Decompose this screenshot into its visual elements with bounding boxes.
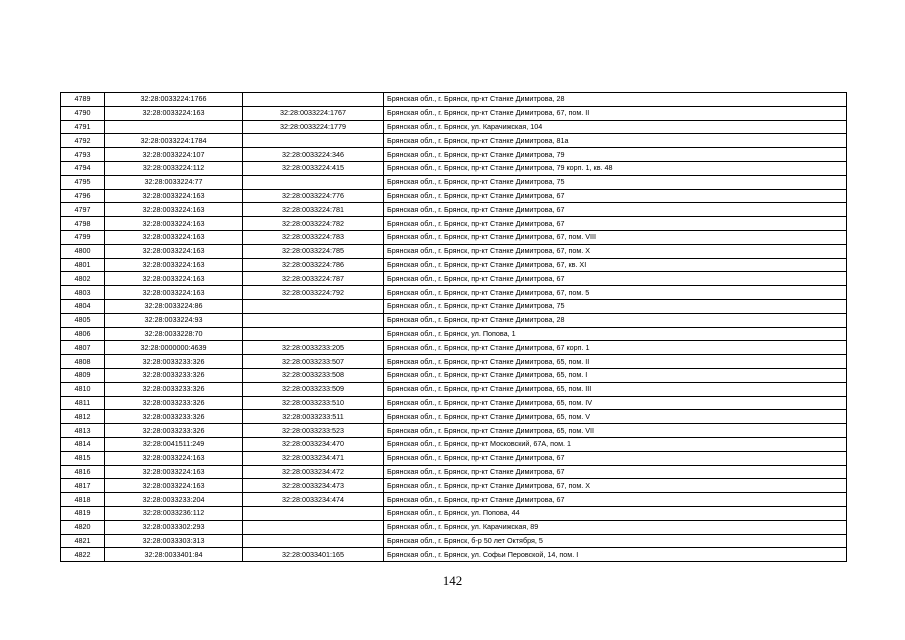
table-row (61, 479, 847, 493)
cadastral-number-cell: 32:28:0033224:86 (105, 299, 243, 313)
address-cell: Брянская обл., г. Брянск, ул. Карачижская, 89 (384, 520, 847, 534)
table-row (61, 465, 847, 479)
address-cell: Брянская обл., г. Брянск, пр-кт Станке Димитрова, 67 (384, 451, 847, 465)
cadastral-number-cell: 32:28:0033224:1784 (105, 134, 243, 148)
table-row (61, 410, 847, 424)
cadastral-number-cell: 32:28:0033224:163 (105, 106, 243, 120)
address-cell: Брянская обл., г. Брянск, ул. Карачижская, 104 (384, 120, 847, 134)
registry-table-body (61, 93, 847, 562)
cadastral-number-2-cell (243, 313, 384, 327)
cadastral-number-2-cell: 32:28:0033224:787 (243, 272, 384, 286)
cadastral-number-cell: 32:28:0033233:204 (105, 493, 243, 507)
cadastral-number-2-cell: 32:28:0033224:1779 (243, 120, 384, 134)
cadastral-number-cell: 32:28:0033224:163 (105, 244, 243, 258)
cadastral-number-2-cell: 32:28:0033233:507 (243, 355, 384, 369)
address-cell: Брянская обл., г. Брянск, пр-кт Станке Димитрова, 65, пом. VII (384, 424, 847, 438)
row-number-cell: 4808 (61, 355, 105, 369)
row-number-cell: 4803 (61, 286, 105, 300)
table-row (61, 493, 847, 507)
cadastral-number-cell (105, 120, 243, 134)
address-cell: Брянская обл., г. Брянск, пр-кт Станке Димитрова, 75 (384, 299, 847, 313)
cadastral-number-cell: 32:28:0033236:112 (105, 506, 243, 520)
address-cell: Брянская обл., г. Брянск, пр-кт Станке Димитрова, 67 (384, 493, 847, 507)
table-row (61, 175, 847, 189)
address-cell: Брянская обл., г. Брянск, пр-кт Станке Димитрова, 67, пом. X (384, 244, 847, 258)
table-row (61, 506, 847, 520)
table-row (61, 286, 847, 300)
cadastral-number-2-cell: 32:28:0033401:165 (243, 548, 384, 562)
cadastral-number-2-cell: 32:28:0033224:415 (243, 161, 384, 175)
cadastral-number-2-cell: 32:28:0033233:511 (243, 410, 384, 424)
address-cell: Брянская обл., г. Брянск, пр-кт Станке Димитрова, 65, пом. I (384, 368, 847, 382)
address-cell: Брянская обл., г. Брянск, пр-кт Станке Димитрова, 28 (384, 93, 847, 107)
cadastral-number-2-cell: 32:28:0033224:776 (243, 189, 384, 203)
row-number-cell: 4795 (61, 175, 105, 189)
cadastral-number-cell: 32:28:0033233:326 (105, 424, 243, 438)
cadastral-number-2-cell (243, 506, 384, 520)
address-cell: Брянская обл., г. Брянск, пр-кт Станке Димитрова, 67 (384, 217, 847, 231)
cadastral-number-cell: 32:28:0033233:326 (105, 368, 243, 382)
row-number-cell: 4794 (61, 161, 105, 175)
address-cell: Брянская обл., г. Брянск, пр-кт Станке Димитрова, 28 (384, 313, 847, 327)
cadastral-number-2-cell: 32:28:0033233:508 (243, 368, 384, 382)
cadastral-number-2-cell: 32:28:0033224:783 (243, 230, 384, 244)
table-row (61, 272, 847, 286)
table-row (61, 161, 847, 175)
row-number-cell: 4817 (61, 479, 105, 493)
address-cell: Брянская обл., г. Брянск, б-р 50 лет Октября, 5 (384, 534, 847, 548)
table-row (61, 382, 847, 396)
row-number-cell: 4797 (61, 203, 105, 217)
row-number-cell: 4822 (61, 548, 105, 562)
cadastral-number-cell: 32:28:0033233:326 (105, 396, 243, 410)
cadastral-number-2-cell: 32:28:0033234:471 (243, 451, 384, 465)
registry-table (60, 92, 847, 562)
address-cell: Брянская обл., г. Брянск, ул. Софьи Перовской, 14, пом. I (384, 548, 847, 562)
row-number-cell: 4791 (61, 120, 105, 134)
row-number-cell: 4805 (61, 313, 105, 327)
cadastral-number-cell: 32:28:0033401:84 (105, 548, 243, 562)
address-cell: Брянская обл., г. Брянск, пр-кт Станке Димитрова, 65, пом. V (384, 410, 847, 424)
cadastral-number-2-cell: 32:28:0033234:470 (243, 437, 384, 451)
table-row (61, 134, 847, 148)
row-number-cell: 4790 (61, 106, 105, 120)
row-number-cell: 4819 (61, 506, 105, 520)
cadastral-number-cell: 32:28:0033233:326 (105, 382, 243, 396)
cadastral-number-2-cell: 32:28:0033224:786 (243, 258, 384, 272)
table-row (61, 341, 847, 355)
row-number-cell: 4814 (61, 437, 105, 451)
cadastral-number-2-cell (243, 93, 384, 107)
address-cell: Брянская обл., г. Брянск, ул. Попова, 44 (384, 506, 847, 520)
cadastral-number-cell: 32:28:0033224:107 (105, 148, 243, 162)
row-number-cell: 4802 (61, 272, 105, 286)
table-row (61, 313, 847, 327)
row-number-cell: 4811 (61, 396, 105, 410)
cadastral-number-2-cell (243, 327, 384, 341)
table-row (61, 437, 847, 451)
row-number-cell: 4810 (61, 382, 105, 396)
cadastral-number-cell: 32:28:0033224:163 (105, 465, 243, 479)
row-number-cell: 4818 (61, 493, 105, 507)
address-cell: Брянская обл., г. Брянск, ул. Попова, 1 (384, 327, 847, 341)
cadastral-number-cell: 32:28:0033233:326 (105, 355, 243, 369)
address-cell: Брянская обл., г. Брянск, пр-кт Станке Димитрова, 67 (384, 203, 847, 217)
cadastral-number-cell: 32:28:0033224:1766 (105, 93, 243, 107)
cadastral-number-2-cell: 32:28:0033234:474 (243, 493, 384, 507)
address-cell: Брянская обл., г. Брянск, пр-кт Станке Димитрова, 67, пом. 5 (384, 286, 847, 300)
cadastral-number-cell: 32:28:0033224:163 (105, 272, 243, 286)
cadastral-number-cell: 32:28:0033224:163 (105, 217, 243, 231)
table-row (61, 93, 847, 107)
cadastral-number-2-cell (243, 175, 384, 189)
cadastral-number-cell: 32:28:0033224:163 (105, 230, 243, 244)
address-cell: Брянская обл., г. Брянск, пр-кт Станке Димитрова, 65, пом. II (384, 355, 847, 369)
table-row (61, 299, 847, 313)
cadastral-number-2-cell: 32:28:0033234:473 (243, 479, 384, 493)
cadastral-number-2-cell: 32:28:0033224:781 (243, 203, 384, 217)
address-cell: Брянская обл., г. Брянск, пр-кт Станке Димитрова, 67, пом. VIII (384, 230, 847, 244)
row-number-cell: 4789 (61, 93, 105, 107)
cadastral-number-2-cell: 32:28:0033233:205 (243, 341, 384, 355)
table-row (61, 355, 847, 369)
address-cell: Брянская обл., г. Брянск, пр-кт Станке Димитрова, 67, пом. II (384, 106, 847, 120)
cadastral-number-2-cell (243, 520, 384, 534)
cadastral-number-2-cell (243, 534, 384, 548)
cadastral-number-cell: 32:28:0033224:93 (105, 313, 243, 327)
address-cell: Брянская обл., г. Брянск, пр-кт Станке Димитрова, 67, пом. X (384, 479, 847, 493)
table-row (61, 451, 847, 465)
address-cell: Брянская обл., г. Брянск, пр-кт Станке Димитрова, 75 (384, 175, 847, 189)
table-row (61, 520, 847, 534)
cadastral-number-2-cell: 32:28:0033224:346 (243, 148, 384, 162)
row-number-cell: 4798 (61, 217, 105, 231)
cadastral-number-cell: 32:28:0033302:293 (105, 520, 243, 534)
row-number-cell: 4820 (61, 520, 105, 534)
table-row (61, 548, 847, 562)
cadastral-number-cell: 32:28:0033224:163 (105, 451, 243, 465)
cadastral-number-2-cell (243, 134, 384, 148)
row-number-cell: 4813 (61, 424, 105, 438)
address-cell: Брянская обл., г. Брянск, пр-кт Станке Димитрова, 79 (384, 148, 847, 162)
cadastral-number-cell: 32:28:0033228:70 (105, 327, 243, 341)
cadastral-number-cell: 32:28:0033224:163 (105, 479, 243, 493)
cadastral-number-cell: 32:28:0033224:163 (105, 203, 243, 217)
row-number-cell: 4792 (61, 134, 105, 148)
row-number-cell: 4804 (61, 299, 105, 313)
cadastral-number-2-cell (243, 299, 384, 313)
table-row (61, 258, 847, 272)
address-cell: Брянская обл., г. Брянск, пр-кт Московский, 67А, пом. 1 (384, 437, 847, 451)
address-cell: Брянская обл., г. Брянск, пр-кт Станке Димитрова, 65, пом. III (384, 382, 847, 396)
table-row (61, 424, 847, 438)
cadastral-number-2-cell: 32:28:0033224:785 (243, 244, 384, 258)
table-row (61, 148, 847, 162)
address-cell: Брянская обл., г. Брянск, пр-кт Станке Димитрова, 67 (384, 465, 847, 479)
cadastral-number-cell: 32:28:0033303:313 (105, 534, 243, 548)
row-number-cell: 4806 (61, 327, 105, 341)
cadastral-number-2-cell: 32:28:0033224:792 (243, 286, 384, 300)
cadastral-number-2-cell: 32:28:0033224:1767 (243, 106, 384, 120)
row-number-cell: 4815 (61, 451, 105, 465)
cadastral-number-cell: 32:28:0033224:77 (105, 175, 243, 189)
row-number-cell: 4821 (61, 534, 105, 548)
row-number-cell: 4796 (61, 189, 105, 203)
cadastral-number-cell: 32:28:0033224:112 (105, 161, 243, 175)
address-cell: Брянская обл., г. Брянск, пр-кт Станке Димитрова, 67 корп. 1 (384, 341, 847, 355)
table-row (61, 244, 847, 258)
address-cell: Брянская обл., г. Брянск, пр-кт Станке Димитрова, 67 (384, 189, 847, 203)
cadastral-number-2-cell: 32:28:0033234:472 (243, 465, 384, 479)
row-number-cell: 4800 (61, 244, 105, 258)
table-row (61, 203, 847, 217)
address-cell: Брянская обл., г. Брянск, пр-кт Станке Димитрова, 67 (384, 272, 847, 286)
address-cell: Брянская обл., г. Брянск, пр-кт Станке Димитрова, 65, пом. IV (384, 396, 847, 410)
cadastral-number-2-cell: 32:28:0033233:510 (243, 396, 384, 410)
table-row (61, 327, 847, 341)
table-row (61, 368, 847, 382)
row-number-cell: 4793 (61, 148, 105, 162)
table-row (61, 230, 847, 244)
row-number-cell: 4799 (61, 230, 105, 244)
cadastral-number-2-cell: 32:28:0033233:523 (243, 424, 384, 438)
page-number: 142 (442, 573, 463, 588)
table-row (61, 120, 847, 134)
address-cell: Брянская обл., г. Брянск, пр-кт Станке Димитрова, 79 корп. 1, кв. 48 (384, 161, 847, 175)
cadastral-number-cell: 32:28:0033224:163 (105, 286, 243, 300)
row-number-cell: 4807 (61, 341, 105, 355)
row-number-cell: 4816 (61, 465, 105, 479)
row-number-cell: 4801 (61, 258, 105, 272)
cadastral-number-cell: 32:28:0000000:4639 (105, 341, 243, 355)
cadastral-number-cell: 32:28:0041511:249 (105, 437, 243, 451)
address-cell: Брянская обл., г. Брянск, пр-кт Станке Димитрова, 81а (384, 134, 847, 148)
row-number-cell: 4809 (61, 368, 105, 382)
table-row (61, 106, 847, 120)
cadastral-number-cell: 32:28:0033224:163 (105, 189, 243, 203)
cadastral-number-cell: 32:28:0033233:326 (105, 410, 243, 424)
table-row (61, 189, 847, 203)
row-number-cell: 4812 (61, 410, 105, 424)
address-cell: Брянская обл., г. Брянск, пр-кт Станке Димитрова, 67, кв. XI (384, 258, 847, 272)
table-row (61, 534, 847, 548)
cadastral-number-cell: 32:28:0033224:163 (105, 258, 243, 272)
cadastral-number-2-cell: 32:28:0033224:782 (243, 217, 384, 231)
table-row (61, 217, 847, 231)
table-row (61, 396, 847, 410)
cadastral-number-2-cell: 32:28:0033233:509 (243, 382, 384, 396)
